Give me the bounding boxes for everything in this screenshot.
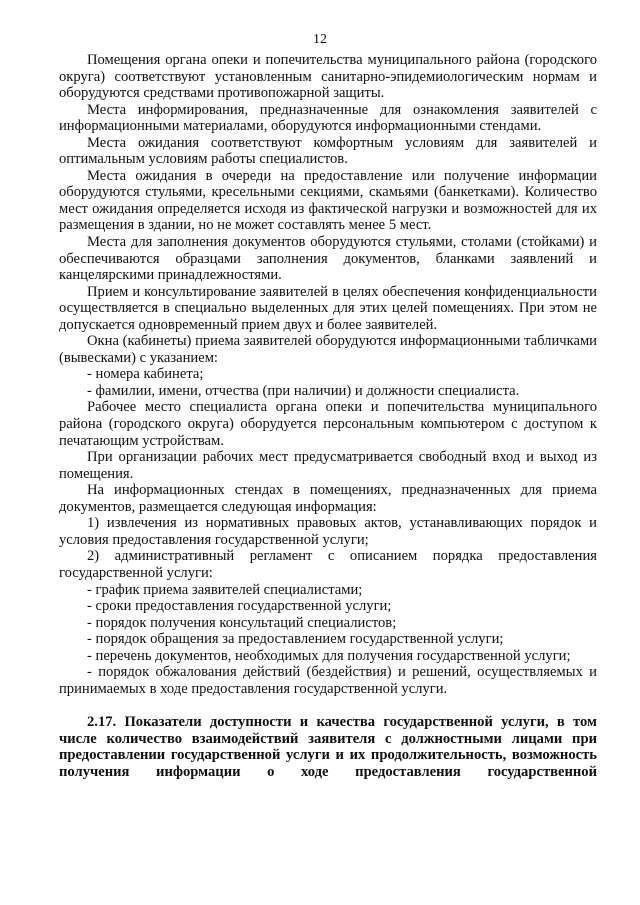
list-item-legal-extracts: 1) извлечения из нормативных правовых актов, устанавливающих порядок и условия предоставления государственной услуги; (59, 515, 597, 548)
paragraph-filling-places: Места для заполнения документов оборудуются стульями, столами (стойками) и обеспечиваются образцами заполнения документов, бланками заявлений и канцелярскими принадлежностями. (59, 234, 597, 284)
paragraph-waiting-places: Места ожидания соответствуют комфортным условиям для заявителей и оптимальным условиям работы специалистов. (59, 134, 597, 168)
paragraph-free-access: При организации рабочих мест предусматривается свободный вход и выход из помещения. (59, 449, 597, 482)
paragraph-queue-places: Места ожидания в очереди на предоставление или получение информации оборудуются стульями, кресельными секциями, скамьями (банкетками). Количество мест ожидания определяется исходя из фактической нагрузки и возможностей для их размещения в здании, но не может составлять менее 5 мест. (59, 167, 597, 234)
paragraph-reception-confidentiality: Прием и консультирование заявителей в целях обеспечения конфиденциальности осуществляется в специально выделенных для этих целей помещениях. При этом не допускается одновременный прием двух и более заявителей. (59, 283, 597, 333)
list-item-service-deadlines: - сроки предоставления государственной услуги; (87, 598, 392, 615)
paragraph-premises-norms: Помещения органа опеки и попечительства муниципального района (городского округа) соответствуют установленным санитарно-эпидемиологическим нормам и оборудуются средствами противопожарной защиты. (59, 52, 597, 102)
list-item-room-number: - номера кабинета; (87, 366, 204, 383)
list-item-admin-regulation: 2) административный регламент с описанием порядка предоставления государственной услуги: (59, 548, 597, 581)
paragraph-info-stands: На информационных стендах в помещениях, предназначенных для приема документов, размещается следующая информация: (59, 482, 597, 515)
list-item-reception-schedule: - график приема заявителей специалистами; (87, 581, 363, 598)
section-heading-2-17: 2.17. Показатели доступности и качества государственной услуги, в том числе количество взаимодействий заявителя с должностными лицами при предоставлении государственной услуги и их продолжительность, возможность получения информации о ходе предоставления государственной (59, 714, 597, 780)
paragraph-workplace-computer: Рабочее место специалиста органа опеки и попечительства муниципального района (городского округа) оборудуется персональным компьютером с доступом к печатающим устройствам. (59, 399, 597, 449)
list-item-application-procedure: - порядок обращения за предоставлением государственной услуги; (87, 631, 504, 648)
list-item-specialist-name: - фамилии, имени, отчества (при наличии) и должности специалиста. (87, 382, 520, 399)
paragraph-window-signs: Окна (кабинеты) приема заявителей оборудуются информационными табличками (вывесками) с указанием: (59, 333, 597, 366)
page-number: 12 (313, 32, 327, 47)
paragraph-information-places: Места информирования, предназначенные для ознакомления заявителей с информационными материалами, оборудуются информационными стендами. (59, 101, 597, 135)
list-item-required-documents: - перечень документов, необходимых для получения государственной услуги; (87, 647, 571, 664)
list-item-consultation-procedure: - порядок получения консультаций специалистов; (87, 614, 397, 631)
list-item-appeal-procedure: - порядок обжалования действий (бездействия) и решений, осуществляемых и принимаемых в ходе предоставления государственной услуги. (59, 664, 597, 697)
page-body (59, 52, 597, 780)
